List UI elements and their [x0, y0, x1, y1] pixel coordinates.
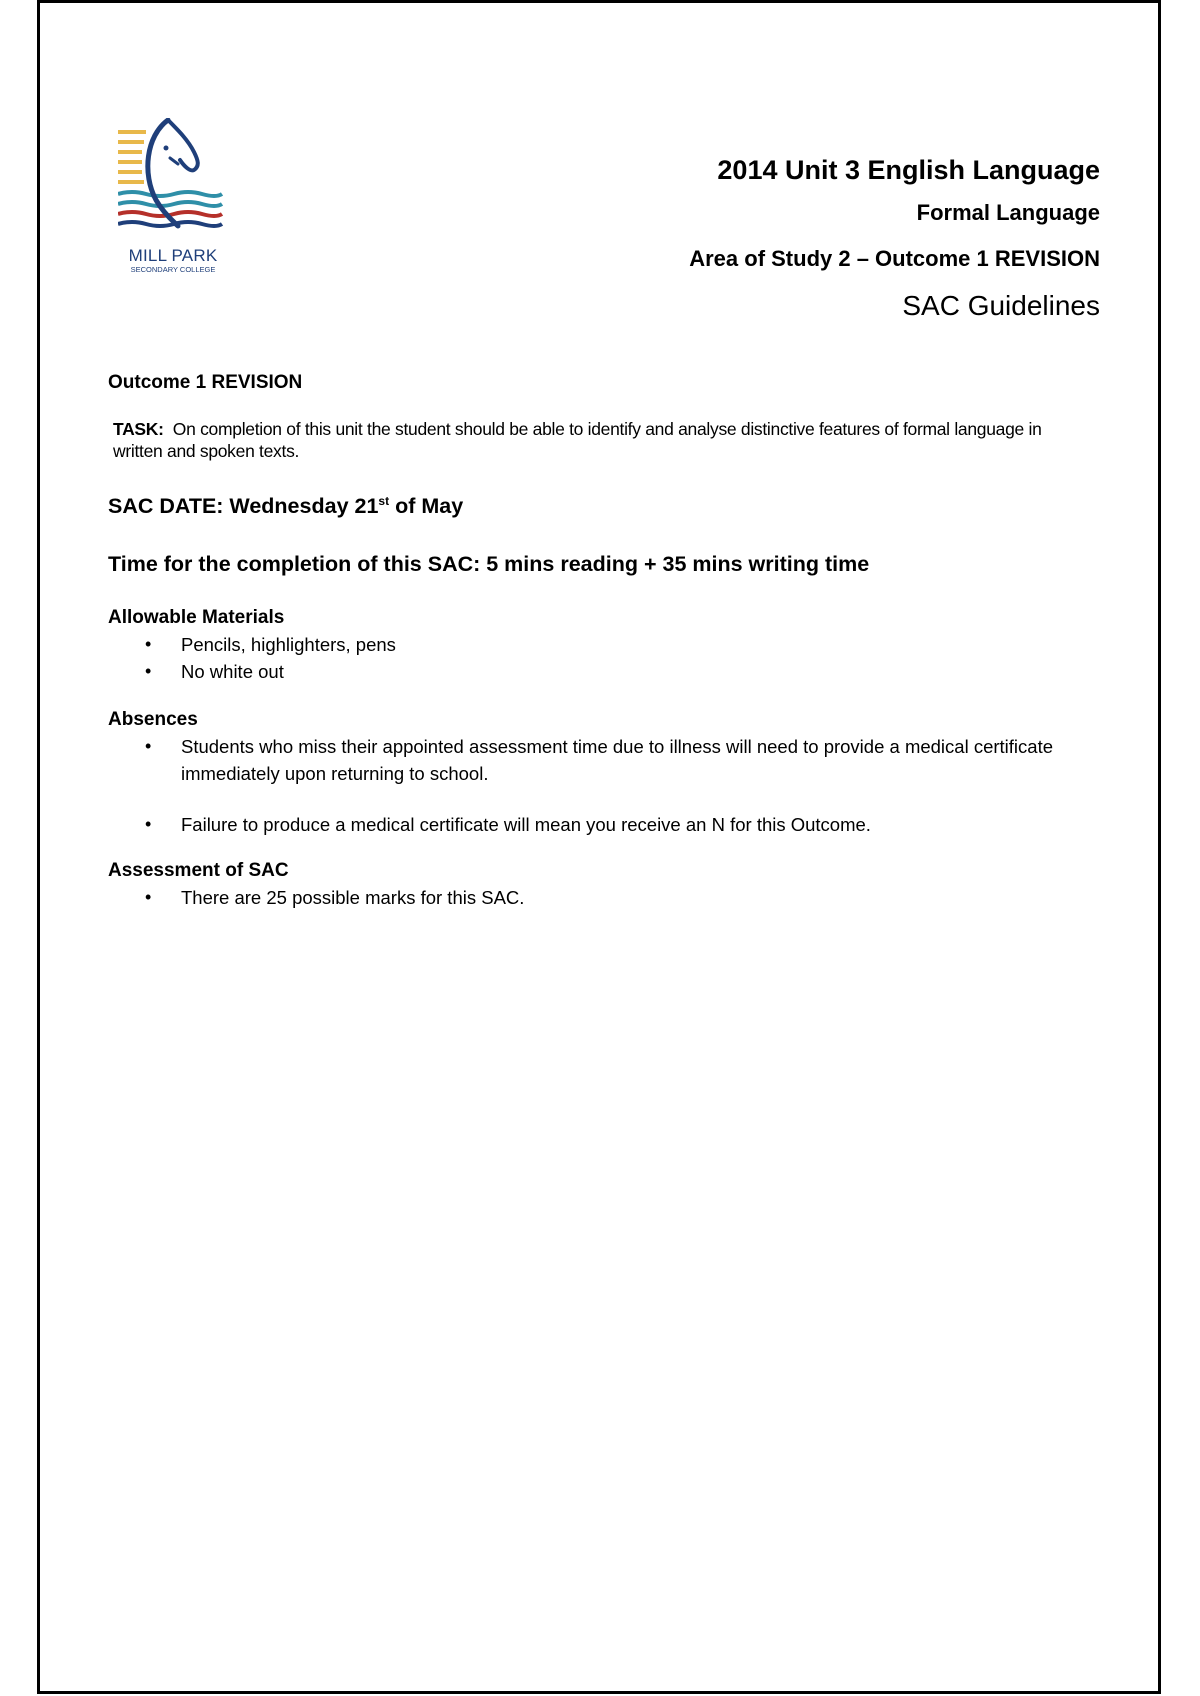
document-header	[500, 150, 1100, 324]
allowable-materials-heading: Allowable Materials	[108, 607, 285, 629]
sac-date-rest: of May	[389, 494, 464, 519]
sac-date-ordinal: st	[378, 494, 390, 508]
list-item: • Failure to produce a medical certificate will mean you receive an N for this Outcome.	[108, 811, 1068, 838]
logo-school-name: MILL PARK	[128, 246, 218, 265]
absences-list	[108, 733, 1068, 838]
allowable-materials-list	[108, 631, 1068, 685]
document-body	[108, 370, 1068, 911]
task-label: TASK:	[113, 419, 164, 439]
document-subtitle: Formal Language	[916, 200, 1100, 225]
logo-school-subtitle: SECONDARY COLLEGE	[130, 265, 216, 274]
assessment-list	[108, 884, 1068, 911]
bullet-icon: •	[145, 887, 152, 908]
assessment-heading: Assessment of SAC	[108, 860, 289, 882]
list-item: • Pencils, highlighters, pens	[108, 631, 1068, 658]
area-of-study: Area of Study 2 – Outcome 1 REVISION	[689, 246, 1100, 271]
task-paragraph	[108, 418, 1068, 462]
bullet-icon: •	[145, 814, 152, 835]
task-text: On completion of this unit the student should be able to identify and analyse distinctive features of formal language in written and spoken texts.	[113, 419, 1042, 461]
school-logo	[118, 118, 228, 278]
bullet-icon: •	[145, 661, 152, 682]
document-type: SAC Guidelines	[902, 290, 1100, 321]
list-item: • There are 25 possible marks for this SAC.	[108, 884, 1068, 911]
sac-date-prefix: SAC DATE: Wednesday 21	[108, 494, 379, 519]
outcome-heading: Outcome 1 REVISION	[108, 372, 303, 393]
sac-time: Time for the completion of this SAC: 5 mins reading + 35 mins writing time	[108, 552, 870, 577]
bullet-icon: •	[145, 736, 152, 757]
bullet-icon: •	[145, 634, 152, 655]
absences-heading: Absences	[108, 709, 198, 731]
list-item: • No white out	[108, 658, 1068, 685]
sac-date	[108, 486, 1068, 521]
horse-head-logo-icon	[118, 118, 228, 243]
list-item: • Students who miss their appointed assessment time due to illness will need to provide a medical certificate immediately upon returning to school.	[108, 733, 1068, 787]
document-title: 2014 Unit 3 English Language	[717, 155, 1100, 185]
